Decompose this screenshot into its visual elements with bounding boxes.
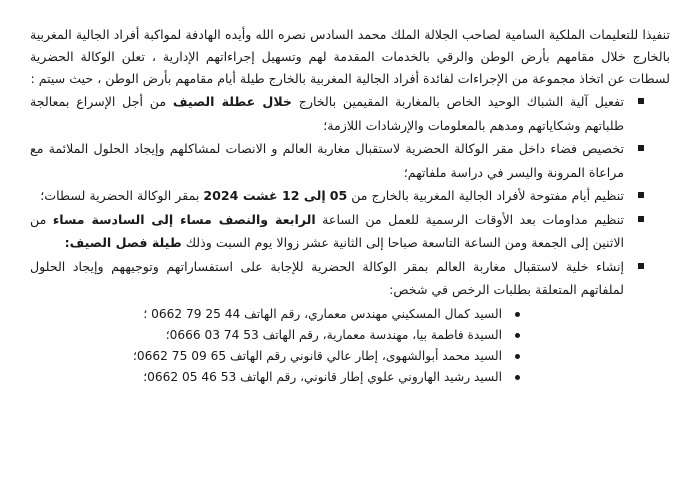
intro-paragraph: تنفيذا للتعليمات الملكية السامية لصاحب الجلالة الملك محمد السادس نصره الله وأيده الهادفة لمواكبة أفراد الجالية المغربية بالخارج خلال مقامهم بأرض الوطن والرقي بالخدمات المقدمة لهم وتسهيل إجراءاتهم الإدارية ، تعلن الوكالة الحضرية لسطات عن اتخاذ مجموعة من الإجراءات لفائدة أفراد الجالية المغربية بالخارج طيلة أيام مقامهم بأرض الوطن ، حيث سيتم : xyxy=(30,27,670,86)
contact-item xyxy=(30,346,524,367)
contact-item xyxy=(30,325,524,346)
contact-end: ؛ xyxy=(133,348,137,363)
measure-bold-text: طيلة فصل الصيف: xyxy=(64,235,182,250)
contact-phone: 0662 79 25 44 xyxy=(151,306,241,321)
contact-end: ؛ xyxy=(143,369,148,384)
square-bullet-icon xyxy=(638,98,644,104)
contact-name: السيد كمال المسكيني مهندس معماري، رقم الهاتف xyxy=(244,306,502,321)
contact-item xyxy=(30,304,524,325)
contact-phone: 0666 03 74 53 xyxy=(169,327,259,342)
measure-text: بمقر الوكالة الحضرية لسطات؛ xyxy=(40,188,204,203)
contact-end: ؛ xyxy=(165,327,170,342)
measure-text: تنظيم مداومات بعد الأوقات الرسمية للعمل من الساعة xyxy=(315,211,625,227)
square-bullet-icon xyxy=(638,216,644,222)
measure-text: من أجل الإسراع بمعالجة طلباتهم وشكاياتهم ومدهم بالمعلومات والإرشادات اللازمة؛ xyxy=(30,94,624,133)
contact-phone: 0662 05 46 53 xyxy=(147,369,237,384)
round-bullet-icon xyxy=(515,312,520,317)
open-days-start: 05 xyxy=(329,188,348,203)
measure-bold-text: الرابعة والنصف مساء إلى السادسة مساء xyxy=(52,211,316,227)
contact-name: السيد رشيد الهاروني علوي إطار قانوني، رقم الهاتف xyxy=(240,369,502,384)
measure-item-reception-cell xyxy=(30,255,646,388)
square-bullet-icon xyxy=(638,263,644,269)
square-bullet-icon xyxy=(638,145,644,151)
contact-name: السيد محمد أبوالشهوى، إطار عالي قانوني رقم الهاتف xyxy=(229,348,502,363)
round-bullet-icon xyxy=(515,354,520,359)
measure-text: من الاثنين إلى الجمعة ومن الساعة التاسعة صباحا إلى الثانية عشر زوالا يوم السبت وذلك xyxy=(30,211,624,250)
contact-name: السيدة فاطمة بيا، مهندسة معمارية، رقم الهاتف xyxy=(262,327,502,342)
contact-phone: 0662 75 09 65 xyxy=(136,348,227,363)
square-bullet-icon xyxy=(638,192,644,198)
round-bullet-icon xyxy=(515,375,520,380)
measure-text: تفعيل آلية الشباك الوحيد الخاص بالمغاربة المقيمين بالخارج xyxy=(291,94,625,109)
contact-item xyxy=(30,367,524,388)
round-bullet-icon xyxy=(515,333,520,338)
measure-item-reception-space xyxy=(30,137,646,184)
contact-end: ؛ xyxy=(143,306,152,321)
measure-item-open-days xyxy=(30,184,646,208)
open-days-end: إلى 12 غشت 2024 xyxy=(203,188,326,203)
measure-text: إنشاء خلية لاستقبال مغاربة العالم بمقر الوكالة الحضرية للإجابة على استفساراتهم وتوجيههم وإيجاد الحلول لملفاتهم المتعلقة بطلبات الرخص في شخص: xyxy=(30,258,624,297)
measure-text: تخصيص فضاء داخل مقر الوكالة الحضرية لاستقبال مغاربة العالم و الانصات لمشاكلهم وإيجاد الحلول الملائمة مع مراعاة المرونة واليسر في دراسة ملفاتهم؛ xyxy=(30,141,624,180)
measure-item-one-stop-window xyxy=(30,90,646,137)
measures-list xyxy=(30,90,670,388)
measure-item-extended-hours xyxy=(30,208,646,255)
measure-text: تنظيم أيام مفتوحة لأفراد الجالية المغربية بالخارج من xyxy=(347,188,624,203)
measure-bold-text: خلال عطلة الصيف xyxy=(172,94,292,109)
contacts-list xyxy=(30,304,624,388)
